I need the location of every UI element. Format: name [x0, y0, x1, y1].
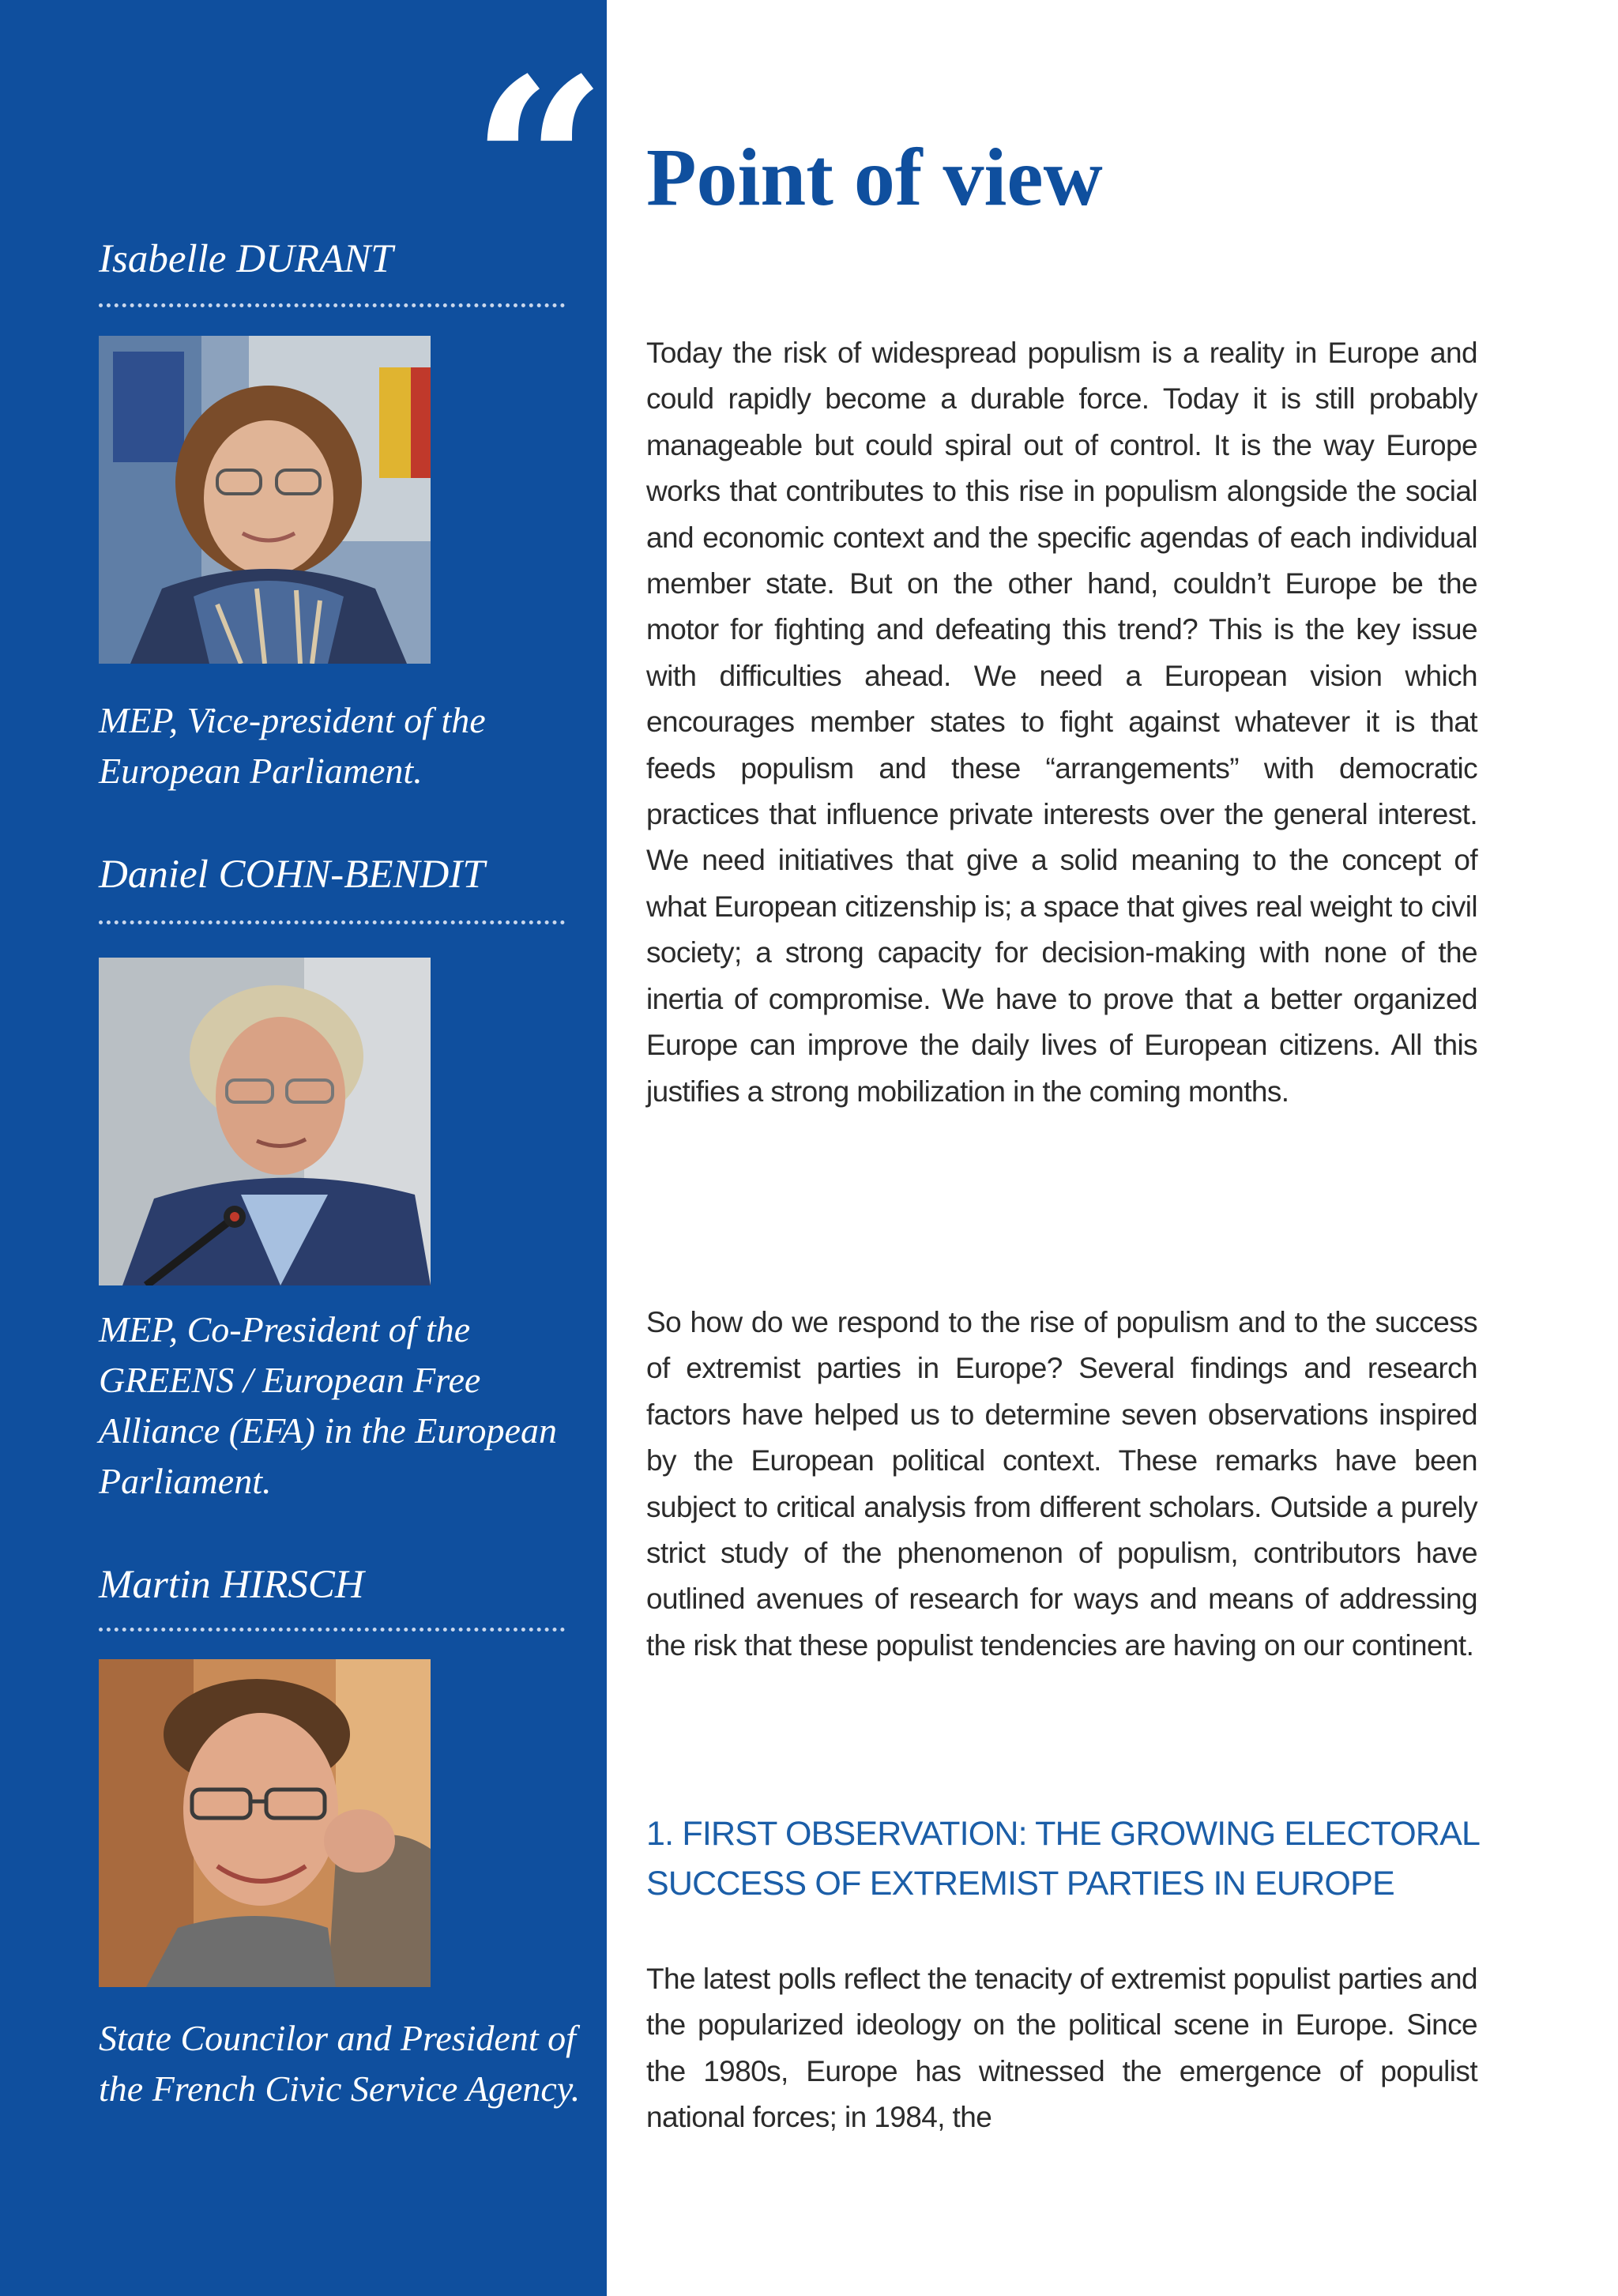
author-name-durant: Isabelle DURANT — [99, 237, 393, 281]
author-name-hirsch: Martin HIRSCH — [99, 1563, 364, 1607]
body-paragraph: Today the risk of widespread populism is a reality in Europe and could rapidly become a durable force. Today it is still probably manageable but could spiral out of control. It is the way Europe works that contributes to this rise in populism alongside the social and economic context and the specific agendas of each individual member state. But on the other hand, couldn’t Europe be the motor for fighting and defeating this trend? This is the key issue with difficulties ahead. We need a European vision which encourages member states to fight against whatever it is that feeds populism and these “arrangements” with democratic practices that influence private interests over the general interest. We need initiatives that give a solid meaning to the concept of what European citizenship is; a space that gives real weight to civil society; a strong capacity for decision-making with none of the inertia of compromise. We have to prove that a better organized Europe can improve the daily lives of European citizens. All this justifies a strong mobilization in the coming months. — [646, 337, 1477, 1108]
body-paragraph: The latest polls reflect the tenacity of extremist populist parties and the popularized ideology on the political scene in Europe. Since the 1980s, Europe has witnessed the emergence of populist national forces; in 1984, the — [646, 1963, 1477, 2134]
author-role-hirsch: State Councilor and President of the French Civic Service Agency. — [99, 2018, 581, 2109]
author-role-durant: MEP, Vice-president of the European Parliament. — [99, 700, 486, 791]
author-divider — [99, 303, 565, 307]
author-name-cohn-bendit: Daniel COHN-BENDIT — [99, 853, 485, 897]
page-title: Point of view — [646, 132, 1103, 223]
author-photo-cohn-bendit — [99, 958, 431, 1285]
author-photo-hirsch — [99, 1659, 431, 1987]
sidebar — [0, 0, 607, 2296]
author-divider — [99, 920, 565, 924]
section-heading: 1. FIRST OBSERVATION: THE GROWING ELECTORAL SUCCESS OF EXTREMIST PARTIES IN EUROPE — [646, 1815, 1479, 1903]
quote-mark-icon: “ — [471, 63, 593, 237]
author-photo-durant — [99, 336, 431, 664]
author-role-cohn-bendit: MEP, Co-President of the GREENS / European Free Alliance (EFA) in the European Parliament. — [99, 1309, 557, 1501]
body-paragraph: So how do we respond to the rise of populism and to the success of extremist parties in Europe? Several findings and research factors have helped us to determine seven observations inspired by the European political context. These remarks have been subject to critical analysis from different scholars. Outside a purely strict study of the phenomenon of populism, contributors have outlined avenues of research for ways and means of addressing the risk that these populist tendencies are having on our continent. — [646, 1306, 1477, 1662]
author-divider — [99, 1628, 565, 1632]
